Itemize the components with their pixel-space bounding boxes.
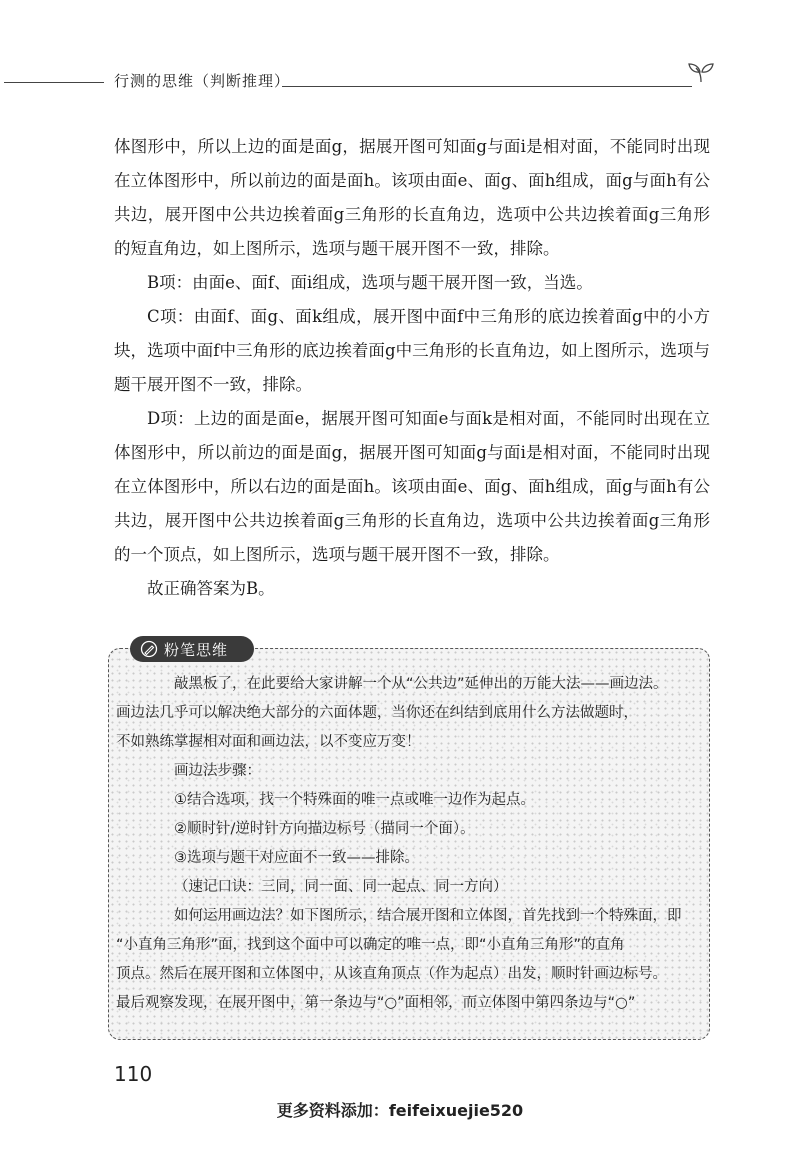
chalk-line: 画边法步骤： — [174, 763, 261, 779]
footer-prefix: 更多资料添加： — [276, 1101, 389, 1120]
chalk-line: ③选项与题干对应面不一致——排除。 — [174, 850, 419, 866]
chalk-line: ①结合选项，找一个特殊面的唯一点或唯一边作为起点。 — [174, 792, 535, 808]
chalk-line: “小直角三角形”面，找到这个面中可以确定的唯一点，即“小直角三角形”的直角 — [116, 937, 625, 953]
header-rule-right — [282, 86, 692, 87]
footer-note — [0, 1098, 800, 1121]
chalk-thinking-tab — [130, 636, 254, 662]
header-rule-left — [4, 82, 104, 83]
chalk-line: 敲黑板了，在此要给大家讲解一个从“公共边”延伸出的万能大法——画边法。 — [174, 676, 668, 692]
paragraph-option-b: B项：由面e、面f、面i组成，选项与题干展开图一致，当选。 — [147, 273, 593, 292]
paragraph-answer: 故正确答案为B。 — [147, 579, 275, 598]
page-header — [0, 60, 800, 100]
chalk-pencil-icon — [140, 640, 158, 658]
chalk-line: 画边法几乎可以解决绝大部分的六面体题，当你还在纠结到底用什么方法做题时， — [116, 705, 638, 721]
chalk-line: ②顺时针/逆时针方向描边标号（描同一个面）。 — [174, 821, 475, 837]
chalk-line: （速记口诀：三同，同一面、同一起点、同一方向） — [174, 879, 508, 895]
chalk-tab-label: 粉笔思维 — [164, 641, 229, 659]
leaf-sprout-icon — [688, 62, 714, 84]
header-title: 行测的思维（判断推理） — [114, 72, 291, 90]
body-text — [114, 130, 710, 606]
chalk-line: 如何运用画边法？如下图所示，结合展开图和立体图，首先找到一个特殊面，即 — [174, 908, 682, 924]
paragraph-continuation: 体图形中，所以上边的面是面g，据展开图可知面g与面i是相对面，不能同时出现在立体图形中，所以前边的面是面h。该项由面e、面g、面h组成，面g与面h有公共边，展开图中公共边挨着面g三角形的长直角边，选项中公共边挨着面g三角形的短直角边，如上图所示，选项与题干展开图不一致，排除。 — [114, 137, 710, 258]
chalk-thinking-text — [116, 670, 702, 1018]
paragraph-option-d: D项：上边的面是面e，据展开图可知面e与面k是相对面，不能同时出现在立体图形中，所以前边的面是面g，据展开图可知面g与面i是相对面，不能同时出现在立体图形中，所以右边的面是面h。该项由面e、面g、面h组成，面g与面h有公共边，展开图中公共边挨着面g三角形的长直角边，选项中公共边挨着面g三角形的一个顶点，如上图所示，选项与题干展开图不一致，排除。 — [114, 409, 710, 564]
footer-handle: feifeixuejie520 — [388, 1101, 524, 1120]
chalk-line: 不如熟练掌握相对面和画边法，以不变应万变！ — [116, 734, 421, 750]
chalk-line: 最后观察发现，在展开图中，第一条边与“○”面相邻，而立体图中第四条边与“○” — [116, 995, 636, 1011]
page-number: 110 — [114, 1062, 153, 1086]
chalk-line: 顶点。然后在展开图和立体图中，从该直角顶点（作为起点）出发，顺时针画边标号。 — [116, 966, 667, 982]
paragraph-option-c: C项：由面f、面g、面k组成，展开图中面f中三角形的底边挨着面g中的小方块，选项中面f中三角形的底边挨着面g中三角形的长直角边，如上图所示，选项与题干展开图不一致，排除。 — [114, 307, 710, 394]
